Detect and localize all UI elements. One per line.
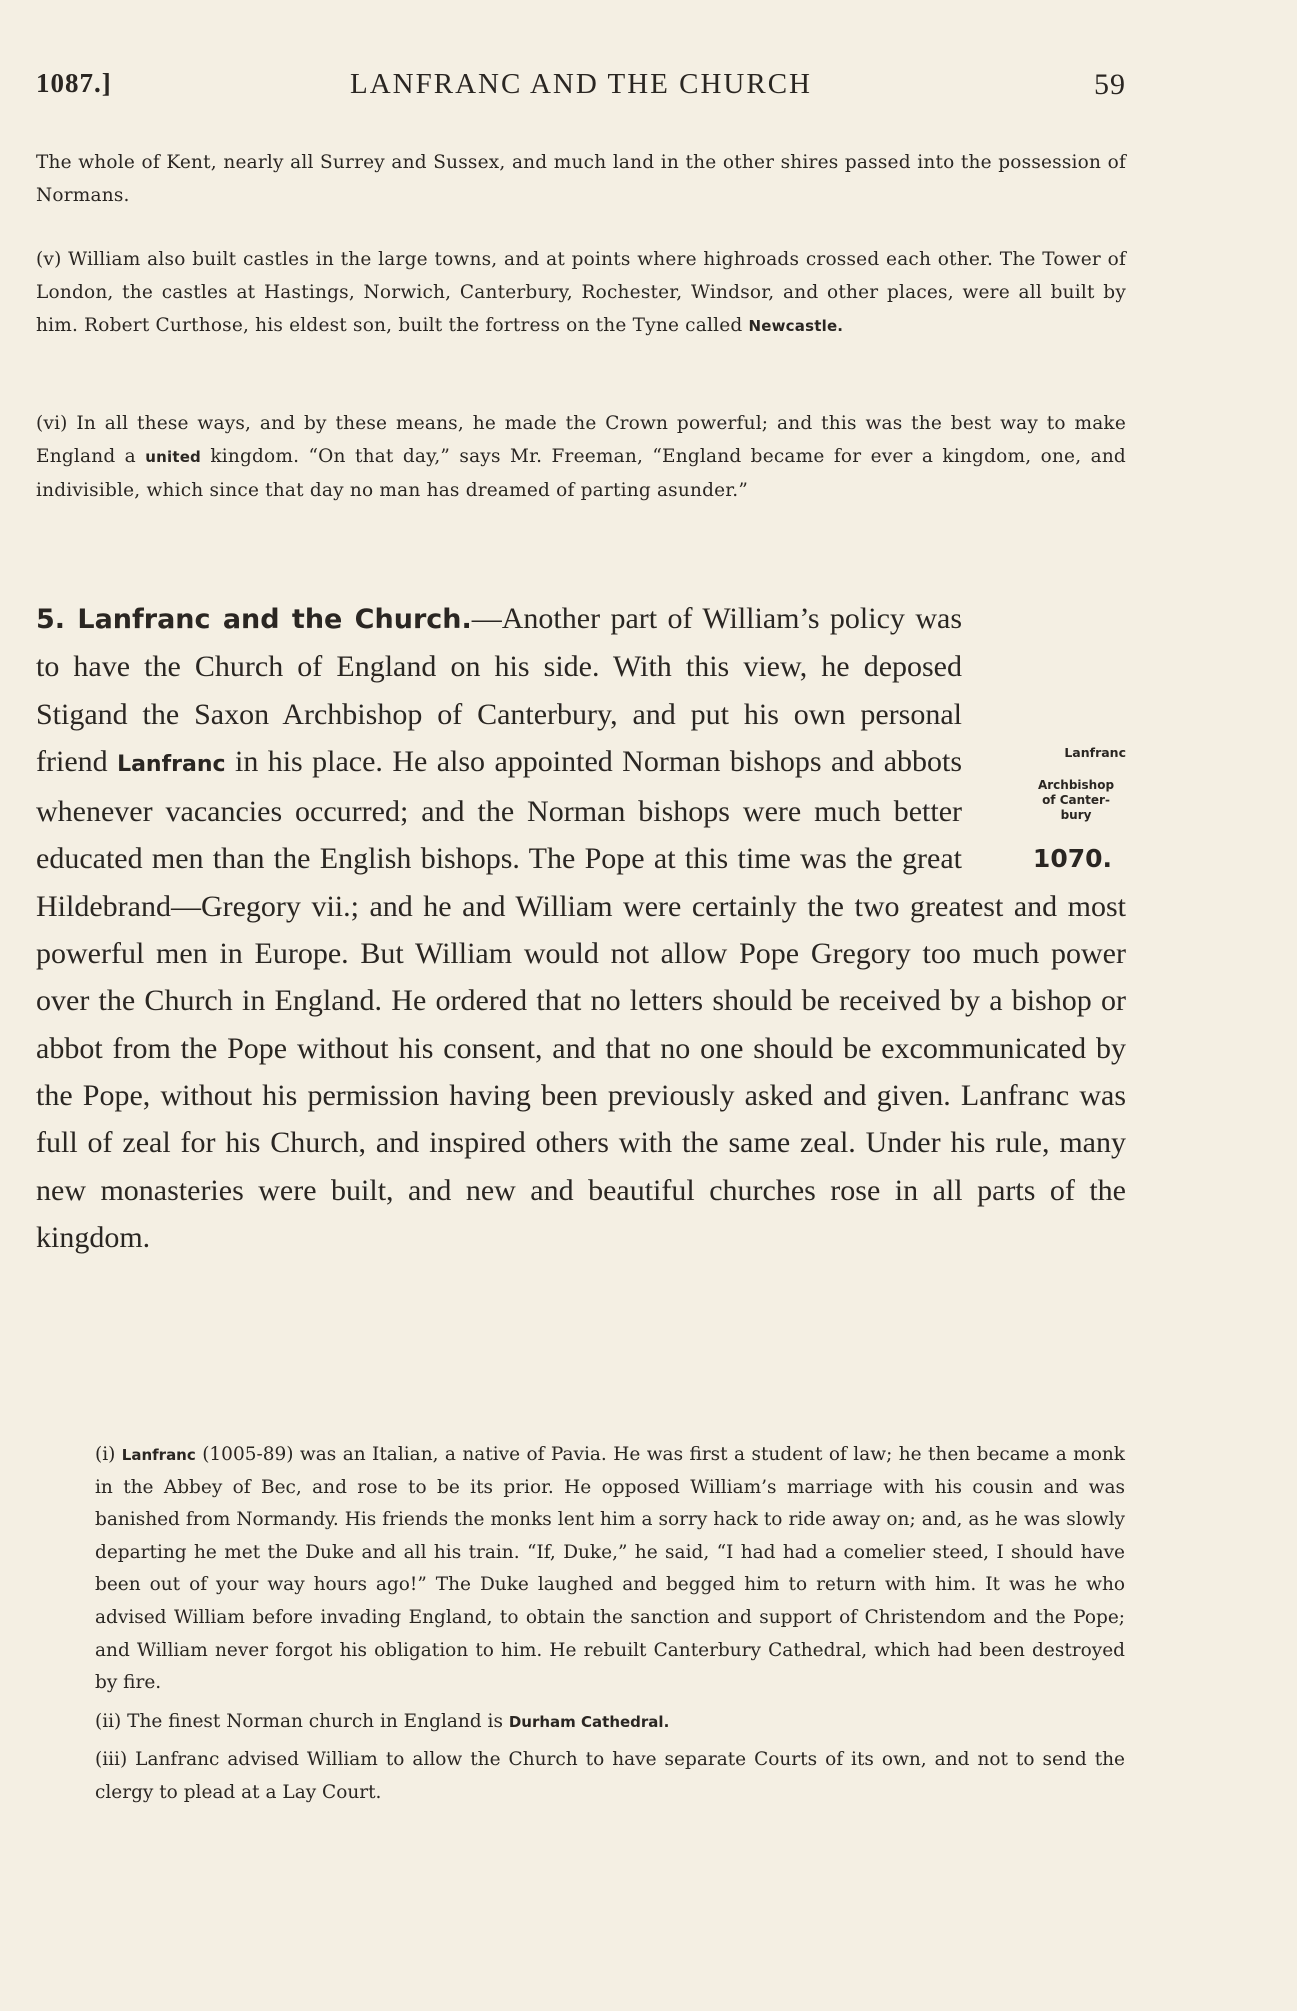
intro-paragraph-1 (36, 146, 1126, 212)
section-text-a: —Another part of William’s policy was to have the Church of England on his side. With this view, he deposed Stigand the Saxon Archbishop of Canterbury, and put his own personal friend (36, 602, 962, 778)
margin-note-lanfranc: Lanfranc (1064, 745, 1126, 760)
header-title: LANFRANC AND THE CHURCH (350, 68, 812, 100)
newcastle-name: Newcastle. (748, 317, 844, 335)
intro-paragraph-v (36, 243, 1126, 343)
intro-text-v: (v) William also built castles in the large towns, and at points where highroads crossed each other. The Tower of London, the castles at Hastings, Norwich, Canterbury, Rochester, Windsor, and other places, were all built by him. Robert Curthose, his eldest son, built the fortress on the Tyne called (36, 249, 1126, 336)
footnote-i (95, 1439, 1125, 1700)
footnote-ii (95, 1706, 1125, 1739)
united-word: united (145, 448, 201, 466)
intro-text-vi-b: kingdom. “On that day,” says Mr. Freeman, “England became for ever a kingdom, one, and indivisible, which since that day no man has dreamed of parting asunder.” (36, 446, 1126, 501)
margin-note-of-canter: of Canter- (1042, 793, 1110, 807)
footnote-ii-text: (ii) The finest Norman church in England is (95, 1710, 503, 1732)
margin-note (976, 737, 1126, 873)
footnote-ii-name: Durham Cathedral. (508, 1712, 670, 1731)
section-5 (36, 595, 1126, 1261)
margin-note-bury: bury (1060, 808, 1092, 822)
intro-text-vi-a: (vi) In all these ways, and by these means, he made the Crown powerful; and this was the best way to make England a (36, 413, 1126, 467)
margin-note-archbishop: Archbishop (1037, 778, 1115, 792)
page-number: 59 (1094, 68, 1126, 101)
footnote-i-name: Lanfranc (121, 1446, 196, 1464)
intro-paragraph-vi (36, 407, 1126, 507)
section-heading: 5. Lanfranc and the Church. (36, 604, 472, 635)
footnote-i-text: (1005-89) was an Italian, a native of Pavia. He was first a student of law; he then became a monk in the Abbey of Bec, and rose to be its prior. He opposed William’s marriage with his cousin and was banished from Normandy. His friends the monks lent him a sorry hack to ride away on; and, as he was slowly departing he met the Duke and all his train. “If, Duke,” he said, “I had had a comelier steed, I should have been out of your way hours ago!” The Duke laughed and begged him to return with him. It was he who advised William before invading England, to obtain the sanction and support of Christendom and the Pope; and William never forgot his obligation to him. He rebuilt Canterbury Cathedral, which had been destroyed by fire. (95, 1444, 1125, 1694)
intro-text-1: The whole of Kent, nearly all Surrey and Sussex, and much land in the other shires passed into the possession of Normans. (36, 152, 1126, 206)
lanfranc-name: Lanfranc (117, 751, 226, 777)
header-year: 1087.] (36, 68, 112, 98)
margin-note-year: 1070. (1032, 844, 1112, 873)
footnote-iii: (iii) Lanfranc advised William to allow the Church to have separate Courts of its own, and not to send the clergy to plead at a Lay Court. (95, 1749, 1125, 1803)
footnote-i-label: (i) (95, 1444, 116, 1465)
section-text-b: in his place. He also appointed Norman bishops and abbots whenever vacancies occurred; and the Norman bishops were much better educated men than the English bishops. The Pope at this time was the great Hildebrand—Gregory vii.; and he and William were certainly the two greatest and most powerful men in Europe. But William would not allow Pope Gregory too much power over the Church in England. He ordered that no letters should be received by a bishop or abbot from the Pope without his consent, and that no one should be excommunicated by the Pope, without his permission having been previously asked and given. Lanfranc was full of zeal for his Church, and inspired others with the same zeal. Under his rule, many new monasteries were built, and new and beautiful churches rose in all parts of the kingdom. (36, 744, 1126, 1254)
footnotes (95, 1439, 1125, 1810)
section-5-paragraph (36, 595, 1126, 1261)
running-header (36, 68, 1126, 108)
